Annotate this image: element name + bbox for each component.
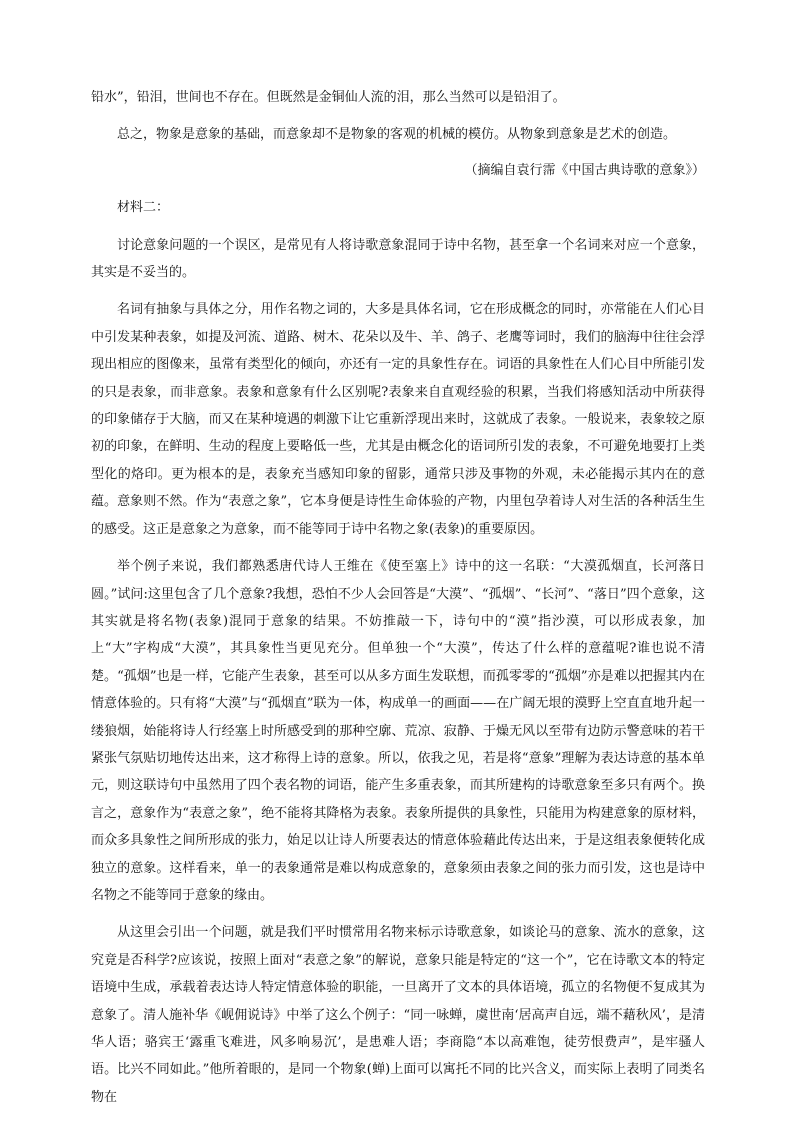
source-citation: （摘编自袁行霈《中国古典诗歌的意象》） (464, 162, 705, 178)
paragraph-3: 讨论意象问题的一个误区，是常见有人将诗歌意象混同于诗中名物，甚至拿一个名词来对应一个意象，其实是不妥当的。 (91, 237, 705, 281)
paragraph-1: 铅水”，铅泪，世间也不存在。但既然是金铜仙人流的泪，那么当然可以是铅泪了。 (91, 90, 566, 105)
paragraph-4: 名词有抽象与具体之分，用作名物之词的，大多是具体名词，它在形成概念的同时，亦常能在人们心目中引发某种表象，如提及河流、道路、树木、花朵以及牛、羊、鸽子、老鹰等词时，我们的脑海中往往会浮现出相应的图像来，虽常有类型化的倾向，亦还有一定的具象性存在。词语的具象性在人们心目中所能引发的只是表象，而非意象。表象和意象有什么区别呢?表象来自直观经验的积累，当我们将感知活动中所获得的印象储存于大脑，而又在某种境遇的刺激下让它重新浮现出来时，这就成了表象。一般说来，表象较之原初的印象，在鲜明、生动的程度上要略低一些，尤其是由概念化的语词所引发的表象，不可避免地要打上类型化的烙印。更为根本的是，表象充当感知印象的留影，通常只涉及事物的外观，未必能揭示其内在的意蕴。意象则不然。作为“表意之象”，它本身便是诗性生命体验的产物，内里包孕着诗人对生活的各种活生生的感受。这正是意象之为意象，而不能等同于诗中名物之象(表象)的重要原因。 (91, 302, 705, 537)
section-label: 材料二： (117, 200, 170, 216)
paragraph-6: 从这里会引出一个问题，就是我们平时惯常用名物来标示诗歌意象，如谈论马的意象、流水的意象，这究竟是否科学?应该说，按照上面对“表意之象”的解说，意象只能是特定的“这一个”，它在诗歌文本的特定语境中生成，承载着表达诗人特定情意体验的职能，一旦离开了文本的具体语境，孤立的名物便不复成其为意象了。清人施补华《岘佣说诗》中举了这么个例子：“同一咏蝉，虞世南‘居高声自远，端不藉秋风’，是清华人语；骆宾王‘露重飞难进，风多响易沉’，是患难人语；李商隐“本以高难饱，徒劳恨费声”，是牢骚人语。比兴不同如此。”他所着眼的，是同一个物象(蝉)上面可以寓托不同的比兴含义，而实际上表明了同类名物在 (91, 925, 705, 1105)
paragraph-2: 总之，物象是意象的基础，而意象却不是物象的客观的机械的模仿。从物象到意象是艺术的创造。 (117, 127, 677, 143)
paragraph-5: 举个例子来说，我们都熟悉唐代诗人王维在《使至塞上》诗中的这一名联：“大漠孤烟直，长河落日圆。”试问:这里包含了几个意象?我想，恐怕不少人会回答是“大漠”、“孤烟”、“长河”、“落日”四个意象，这其实就是将名物(表象)混同于意象的结果。不妨推敲一下，诗句中的“漠”指沙漠，可以形成表象，加上“大”字构成“大漠”，其具象性当更见充分。但单独一个“大漠”，传达了什么样的意蕴呢?谁也说不清楚。“孤烟”也是一样，它能产生表象，甚至可以从多方面生发联想，而孤零零的“孤烟”亦是难以把握其内在情意体验的。只有将“大漠”与“孤烟直”联为一体，构成单一的画面——在广阔无垠的漠野上空直直地升起一缕狼烟，始能将诗人行经塞上时所感受到的那种空廓、荒凉、寂静、于燥无风以至带有边防示警意味的若干紧张气氛贴切地传达出来，这才称得上诗的意象。所以，依我之见，若是将“意象”理解为表达诗意的基本单元，则这联诗句中虽然用了四个表名物的词语，能产生多重表象，而其所建构的诗歌意象至多只有两个。换言之，意象作为“表意之象”，绝不能将其降格为表象。表象所提供的具象性，只能用为构建意象的原材料，而众多具象性之间所形成的张力，始足以让诗人所要表达的情意体验藉此传达出来，于是这组表象便转化成独立的意象。这样看来，单一的表象通常是难以构成意象的，意象须由表象之间的张力而引发，这也是诗中名物之不能等同于意象的缘由。 (91, 559, 705, 903)
document-page (91, 84, 705, 1111)
